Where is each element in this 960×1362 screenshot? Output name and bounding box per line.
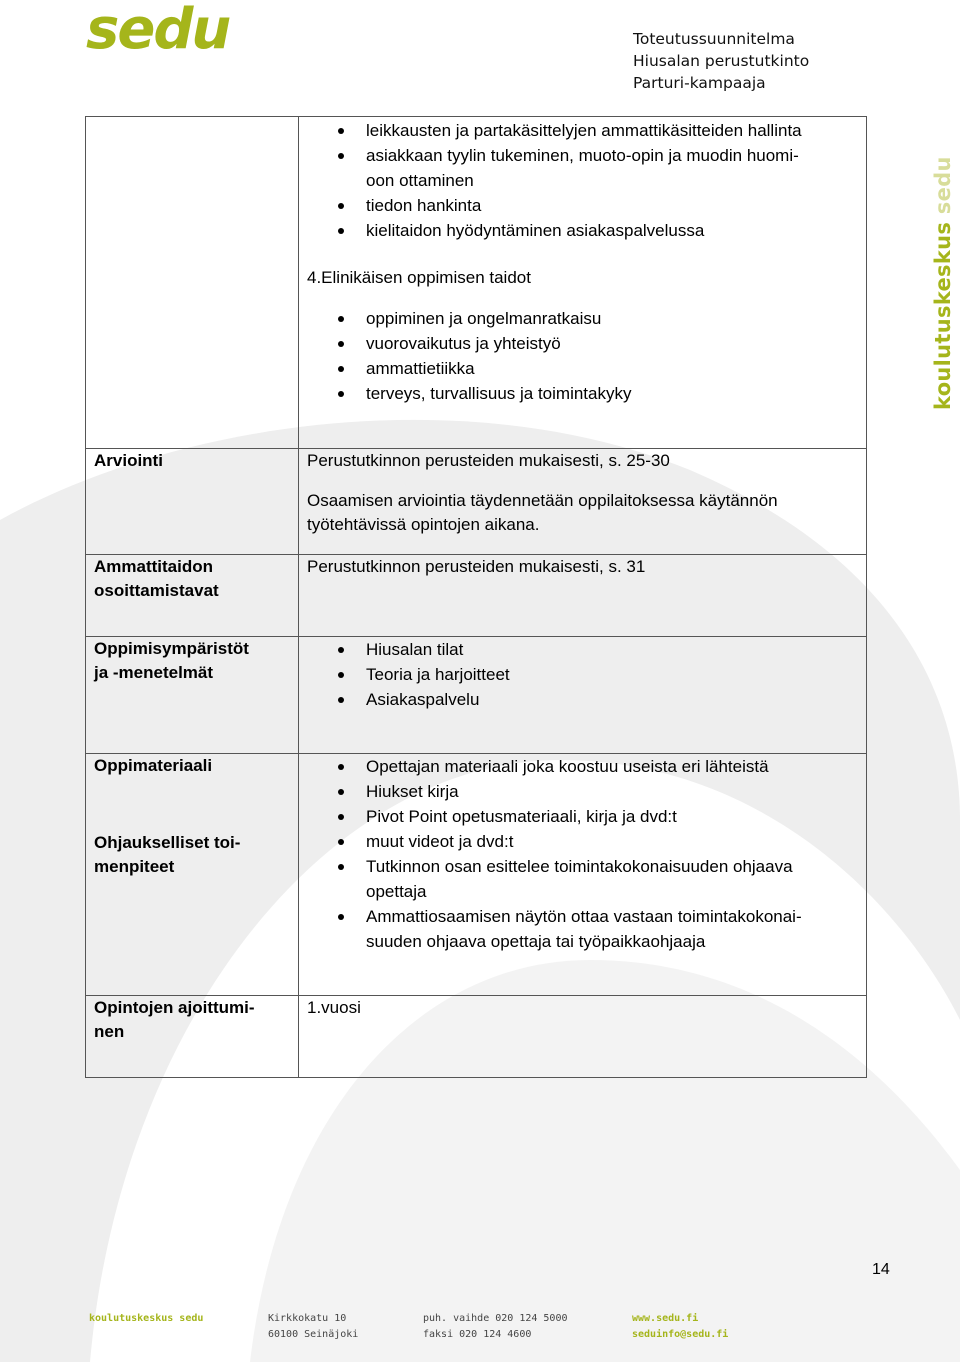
list-item: Pivot Point opetusmateriaali, kirja ja dvd:t (307, 804, 858, 829)
label-cell-empty (86, 117, 299, 449)
label-line: osoittamistavat (94, 581, 219, 600)
table-row-skills (86, 117, 867, 449)
table-row-ymparistot (86, 637, 867, 754)
section-heading: 4.Elinikäisen oppimisen taidot (307, 268, 531, 287)
label-line: Oppimateriaali (94, 756, 213, 775)
list-item: Teoria ja harjoitteet (307, 662, 858, 687)
header-title: Toteutussuunnitelma (633, 30, 795, 48)
list-item: Tutkinnon osan esittelee toimintakokonaisuuden ohjaava (307, 854, 858, 879)
footer-line: Kirkkokatu 10 (268, 1313, 347, 1324)
list-item-continuation (307, 929, 858, 954)
table-row-materiaali (86, 754, 867, 996)
ymparistot-list (307, 637, 858, 712)
label-line: Oppimisympäristöt (94, 639, 249, 658)
footer-brand: koulutuskeskus sedu (89, 1313, 204, 1324)
skills-list-a (307, 118, 858, 243)
materiaali-cell (299, 754, 867, 996)
continuation-text: oon ottaminen (366, 171, 474, 190)
skills-list-b (307, 306, 858, 406)
footer-phone (423, 1311, 568, 1343)
footer-line: puh. vaihde 020 124 5000 (423, 1313, 568, 1324)
list-item: ammattietiikka (307, 356, 858, 381)
footer-address (268, 1311, 358, 1343)
page-number: 14 (872, 1261, 890, 1278)
skills-cell (299, 117, 867, 449)
list-item: tiedon hankinta (307, 193, 858, 218)
table-row-ammattitaito (86, 555, 867, 637)
sedu-logo (86, 0, 230, 62)
list-item-continuation (307, 168, 858, 193)
label-line: Ohjaukselliset toi- (94, 833, 241, 852)
side-brand-text: koulutuskeskus (931, 221, 955, 410)
ammattitaito-text: Perustutkinnon perusteiden mukaisesti, s. 31 (307, 557, 646, 576)
table-row-ajoittuminen (86, 996, 867, 1078)
ammattitaito-label (86, 555, 299, 637)
continuation-text: opettaja (366, 882, 427, 901)
label-line: menpiteet (94, 857, 175, 876)
table-row-arviointi (86, 449, 867, 555)
footer-line: faksi 020 124 4600 (423, 1329, 532, 1340)
arviointi-cell (299, 449, 867, 555)
ajoittuminen-cell (299, 996, 867, 1078)
ammattitaito-cell (299, 555, 867, 637)
list-item: kielitaidon hyödyntäminen asiakaspalvelussa (307, 218, 858, 243)
arviointi-note-line2: työtehtävissä opintojen aikana. (307, 515, 540, 534)
continuation-text: suuden ohjaava opettaja tai työpaikkaohjaaja (366, 932, 706, 951)
list-item: oppiminen ja ongelmanratkaisu (307, 306, 858, 331)
plan-table (85, 116, 867, 1078)
materiaali-list (307, 754, 858, 954)
label-line: Opintojen ajoittumi- (94, 998, 255, 1017)
arviointi-label: Arviointi (86, 449, 299, 555)
side-brand-logo (931, 156, 955, 410)
label-line: ja -menetelmät (94, 663, 214, 682)
ymparistot-cell (299, 637, 867, 754)
list-item: asiakkaan tyylin tukeminen, muoto-opin ja muodin huomi- (307, 143, 858, 168)
list-item: Asiakaspalvelu (307, 687, 858, 712)
list-item: leikkausten ja partakäsittelyjen ammattikäsitteiden hallinta (307, 118, 858, 143)
document-header (633, 28, 809, 94)
side-brand-sedu: sedu (931, 156, 955, 215)
ymparistot-label (86, 637, 299, 754)
list-item-continuation (307, 879, 858, 904)
list-item: Hiusalan tilat (307, 637, 858, 662)
materiaali-label (86, 754, 299, 996)
label-line: Ammattitaidon (94, 557, 213, 576)
list-item: muut videot ja dvd:t (307, 829, 858, 854)
label-line: nen (94, 1022, 125, 1041)
logo-text: sedu (86, 0, 230, 62)
footer-line: 60100 Seinäjoki (268, 1329, 359, 1340)
ajoittuminen-text: 1.vuosi (307, 998, 361, 1017)
list-item: Hiukset kirja (307, 779, 858, 804)
footer-link[interactable]: seduinfo@sedu.fi (632, 1329, 729, 1340)
footer-web (632, 1311, 728, 1343)
header-specialty: Parturi-kampaaja (633, 74, 766, 92)
arviointi-note-line1: Osaamisen arviointia täydennetään oppilaitoksessa käytännön (307, 491, 778, 510)
list-item: Opettajan materiaali joka koostuu useista eri lähteistä (307, 754, 858, 779)
list-item: Ammattiosaamisen näytön ottaa vastaan toimintakokonai- (307, 904, 858, 929)
header-subtitle: Hiusalan perustutkinto (633, 52, 810, 70)
ajoittuminen-label (86, 996, 299, 1078)
list-item: terveys, turvallisuus ja toimintakyky (307, 381, 858, 406)
list-item: vuorovaikutus ja yhteistyö (307, 331, 858, 356)
footer-link[interactable]: www.sedu.fi (632, 1313, 699, 1324)
arviointi-text: Perustutkinnon perusteiden mukaisesti, s. 25-30 (307, 451, 670, 470)
